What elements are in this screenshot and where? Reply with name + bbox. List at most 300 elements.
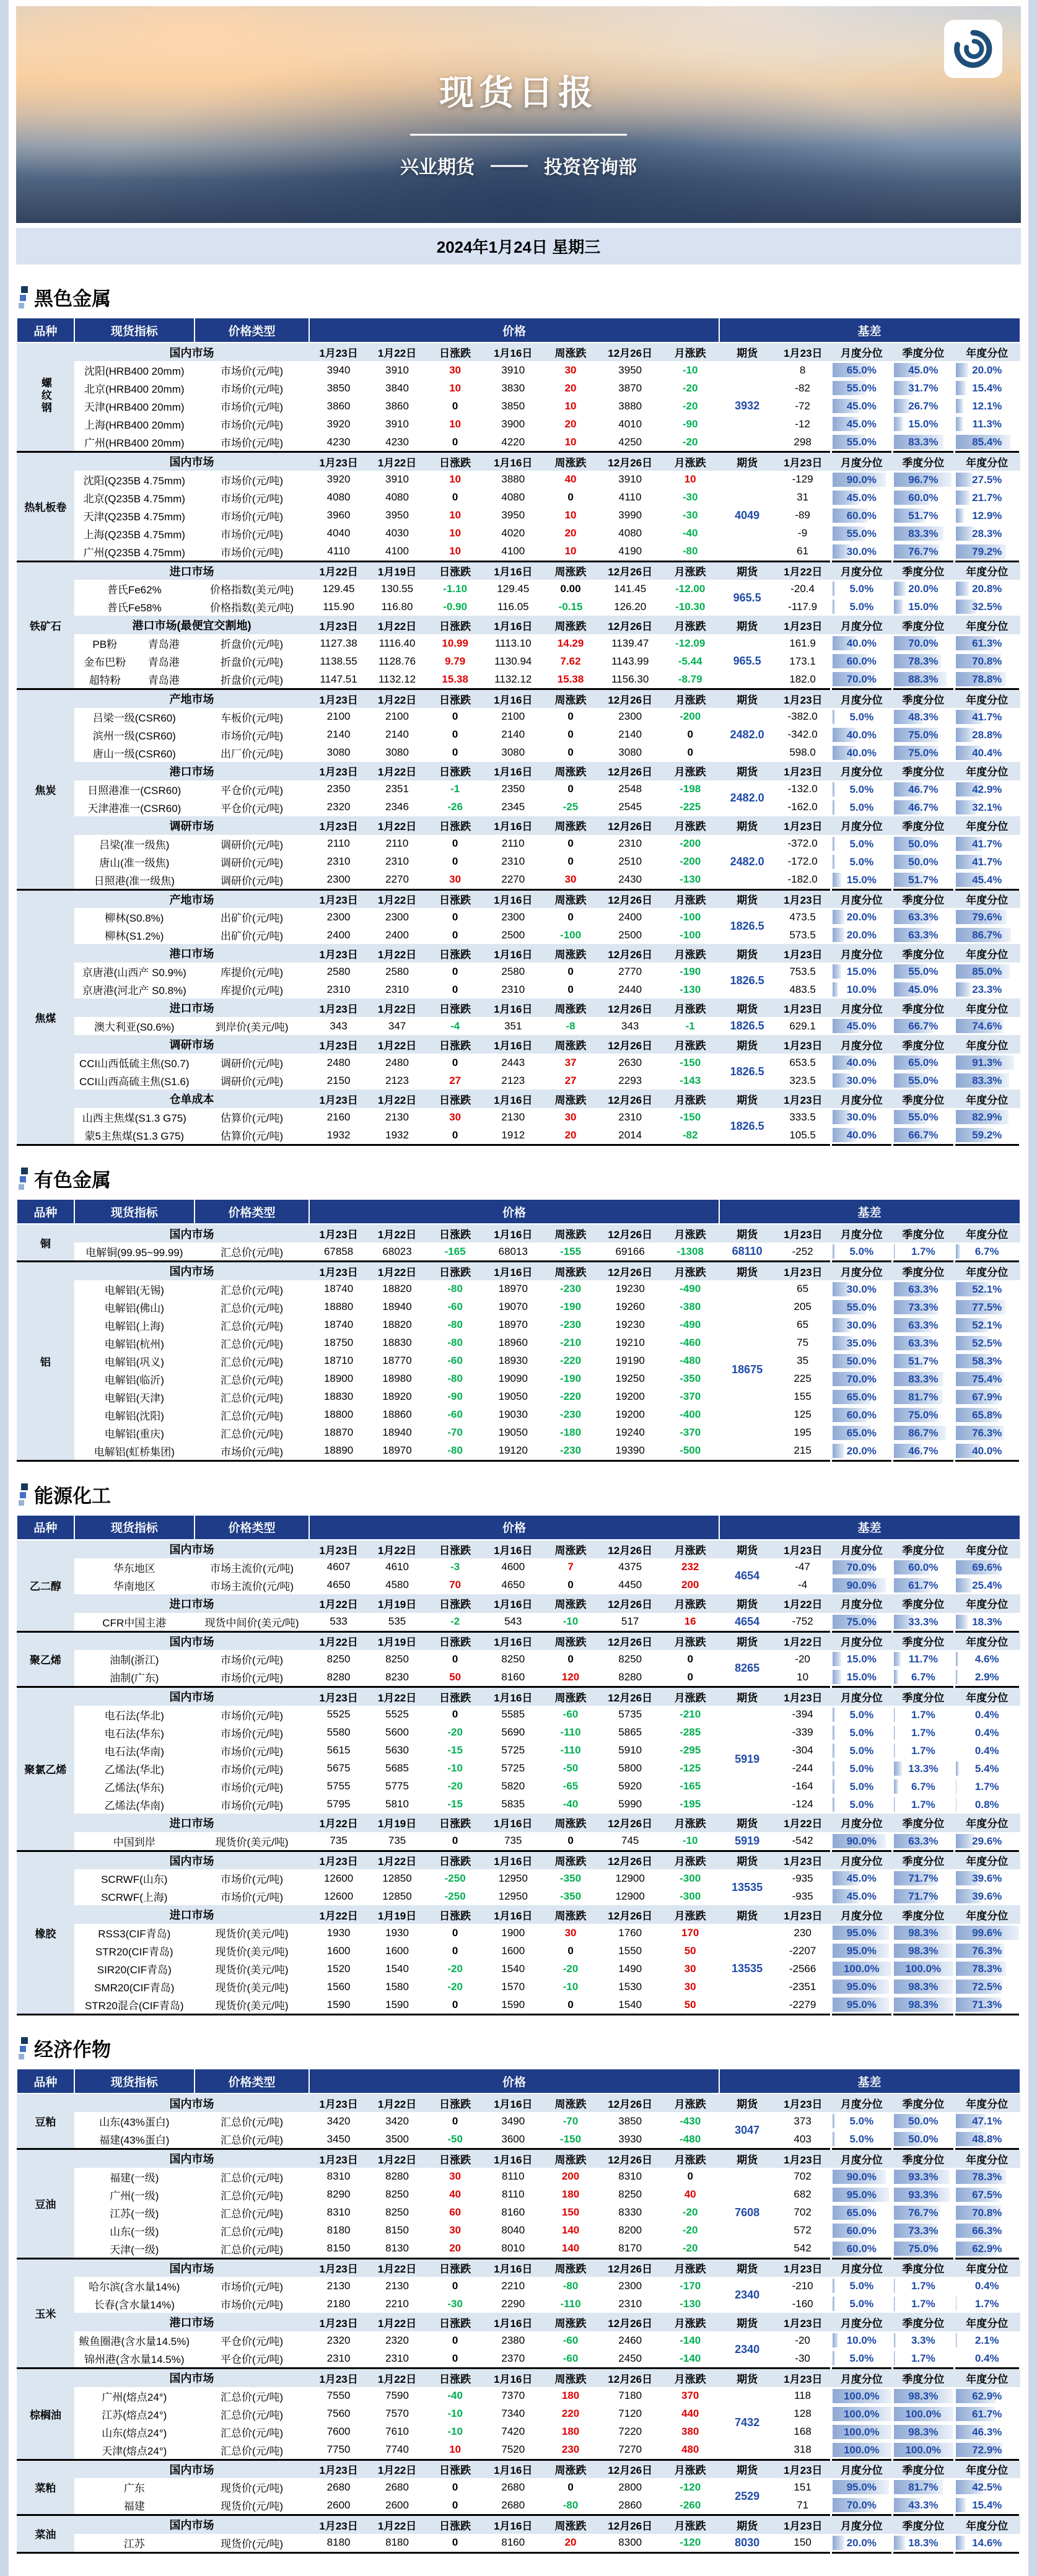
data-row: [17, 1558, 1020, 1576]
percentile-cell: [954, 780, 1020, 798]
column-header: 日涨跌: [426, 343, 484, 361]
price-type-cell: 市场价(元/吨): [195, 1887, 310, 1905]
price-cell: 3080: [484, 744, 542, 762]
indicator-port: 青岛港: [134, 635, 193, 651]
price-cell: 2630: [599, 1054, 662, 1072]
change-cell: -130: [662, 980, 719, 998]
change-cell: 50: [662, 1996, 719, 2015]
price-cell: 1600: [368, 1942, 426, 1960]
change-cell: 40: [426, 2186, 484, 2204]
percentile-value: 83.3%: [893, 525, 953, 543]
market-label: 进口市场: [74, 561, 310, 580]
column-header: 1月23日: [309, 2094, 367, 2112]
price-cell: 18930: [484, 1352, 542, 1370]
banner-image: [16, 6, 1021, 223]
market-subheader-row: [17, 2369, 1020, 2387]
dept-name: 投资咨询部: [544, 152, 637, 179]
price-cell: 2130: [368, 2277, 426, 2295]
price-cell: 8160: [484, 2534, 542, 2553]
column-header: 年度分位: [954, 762, 1020, 780]
indicator-cell: 油制(浙江): [74, 1650, 195, 1668]
change-cell: 0: [426, 708, 484, 726]
percentile-cell: [893, 2222, 955, 2240]
price-type-cell: 市场价(元/吨): [195, 489, 310, 507]
percentile-cell: [893, 1280, 955, 1298]
percentile-cell: [831, 1424, 893, 1442]
column-header: 月涨跌: [662, 889, 719, 908]
column-header: 月度分位: [831, 2258, 893, 2277]
price-cell: 18980: [368, 1370, 426, 1388]
species-label: 聚乙烯: [30, 1654, 61, 1666]
column-header: 周涨跌: [543, 1905, 599, 1924]
price-cell: 19120: [484, 1442, 542, 1461]
change-cell: -5.44: [662, 652, 719, 670]
column-header: 日涨跌: [426, 998, 484, 1017]
species-label: 聚氯乙烯: [24, 1764, 66, 1776]
price-cell: 19250: [599, 1370, 662, 1388]
change-cell: 440: [662, 2405, 719, 2423]
column-header: 年度分位: [954, 343, 1020, 361]
futures-cell: 3932: [719, 361, 776, 452]
indicator-cell: 电解铝(杭州): [74, 1334, 195, 1352]
price-cell: 8110: [484, 2168, 542, 2186]
column-header: 日涨跌: [426, 2460, 484, 2478]
column-header: 月涨跌: [662, 1851, 719, 1869]
percentile-cell: [831, 1352, 893, 1370]
percentile-cell: [831, 2349, 893, 2369]
percentile-value: 75.0%: [893, 1406, 953, 1424]
percentile-cell: [954, 1796, 1020, 1814]
futures-cell: 13535: [719, 1924, 776, 2015]
percentile-value: 95.0%: [832, 2478, 892, 2496]
percentile-cell: [831, 871, 893, 890]
change-cell: 0: [543, 1942, 599, 1960]
percentile-cell: [893, 507, 955, 525]
market-subheader-row: [17, 2094, 1020, 2112]
price-cell: 116.80: [368, 598, 426, 616]
price-cell: 18890: [309, 1442, 367, 1461]
percentile-value: 20.0%: [832, 908, 892, 926]
price-type-cell: 平仓价(元/吨): [195, 2331, 310, 2349]
data-row: [17, 2240, 1020, 2259]
change-cell: 30: [543, 871, 599, 890]
column-header: 12月26日: [599, 762, 662, 780]
column-header: 月涨跌: [662, 1035, 719, 1054]
indicator-cell: 电解铝(虹桥集团): [74, 1442, 195, 1461]
percentile-cell: [954, 1706, 1020, 1724]
percentile-cell: [954, 1960, 1020, 1978]
change-cell: -20: [662, 433, 719, 452]
percentile-value: 50.0%: [893, 2130, 953, 2148]
percentile-value: 61.7%: [893, 1576, 953, 1594]
change-cell: -100: [662, 926, 719, 944]
percentile-cell: [831, 1650, 893, 1668]
basis-cell: -382.0: [776, 708, 831, 726]
column-header: 月涨跌: [662, 2369, 719, 2387]
percentile-value: 86.7%: [893, 1424, 953, 1442]
percentile-value: 63.3%: [893, 1334, 953, 1352]
change-cell: 230: [543, 2441, 599, 2460]
basis-cell: -117.9: [776, 598, 831, 616]
price-cell: 2210: [368, 2295, 426, 2313]
percentile-value: 2.1%: [955, 2331, 1019, 2349]
percentile-value: 98.3%: [893, 2387, 953, 2405]
column-header: 周涨跌: [543, 1851, 599, 1869]
column-header: 年度分位: [954, 2258, 1020, 2277]
species-cell: [17, 2515, 74, 2553]
change-cell: 50: [426, 1668, 484, 1687]
price-type-cell: 汇总价(元/吨): [195, 2112, 310, 2130]
species-cell: [17, 343, 74, 452]
percentile-value: 65.0%: [832, 1388, 892, 1406]
change-cell: 40: [662, 2186, 719, 2204]
percentile-cell: [831, 507, 893, 525]
market-label: 港口市场: [74, 2313, 310, 2331]
price-type-cell: 折盘价(元/吨): [195, 670, 310, 689]
column-header: 月度分位: [831, 1851, 893, 1869]
change-cell: -220: [543, 1352, 599, 1370]
indicator-port: 青岛港: [134, 653, 193, 669]
column-header: 1月23日: [776, 998, 831, 1017]
column-header: 月涨跌: [662, 452, 719, 471]
price-type-cell: 现货价(美元/吨): [195, 1978, 310, 1996]
price-type-cell: 市场价(元/吨): [195, 1742, 310, 1760]
column-header: 年度分位: [954, 2094, 1020, 2112]
basis-cell: 702: [776, 2204, 831, 2222]
indicator-cell: 日照港(准一级焦): [74, 871, 195, 890]
percentile-value: 63.3%: [893, 908, 953, 926]
percentile-value: 61.3%: [955, 634, 1019, 652]
column-header: 1月23日: [776, 2094, 831, 2112]
basis-cell: -2207: [776, 1942, 831, 1960]
price-cell: 7270: [599, 2441, 662, 2460]
column-header: 季度分位: [893, 1814, 955, 1832]
column-header: 12月26日: [599, 1905, 662, 1924]
column-header: 季度分位: [893, 561, 955, 580]
percentile-cell: [893, 1724, 955, 1742]
percentile-value: 40.0%: [955, 1442, 1019, 1460]
marker-square: [19, 2054, 24, 2059]
price-cell: 2123: [368, 1072, 426, 1089]
percentile-value: 5.0%: [832, 2130, 892, 2148]
change-cell: -10.30: [662, 598, 719, 616]
data-row: [17, 963, 1020, 980]
percentile-value: 91.3%: [955, 1054, 1019, 1072]
change-cell: -80: [426, 1370, 484, 1388]
percentile-value: 67.9%: [955, 1388, 1019, 1406]
percentile-cell: [831, 1576, 893, 1594]
change-cell: 0: [426, 2496, 484, 2515]
table-header-row: [17, 318, 1020, 343]
price-cell: 2580: [368, 963, 426, 980]
column-header: 月涨跌: [662, 1089, 719, 1108]
change-cell: 0: [543, 744, 599, 762]
basis-cell: 168: [776, 2423, 831, 2441]
data-row: [17, 1668, 1020, 1687]
percentile-value: 45.0%: [832, 1017, 892, 1035]
price-cell: 5810: [368, 1796, 426, 1814]
percentile-value: 58.3%: [955, 1352, 1019, 1370]
percentile-value: 15.0%: [893, 598, 953, 616]
percentile-cell: [893, 2240, 955, 2259]
price-cell: 3420: [368, 2112, 426, 2130]
price-type-cell: 汇总价(元/吨): [195, 2222, 310, 2240]
column-header: 月度分位: [831, 561, 893, 580]
market-subheader-row: [17, 1035, 1020, 1054]
change-cell: -220: [543, 1388, 599, 1406]
percentile-cell: [893, 2441, 955, 2460]
price-cell: 4110: [599, 489, 662, 507]
change-cell: -430: [662, 2112, 719, 2130]
price-type-cell: 汇总价(元/吨): [195, 2441, 310, 2460]
column-header: 季度分位: [893, 998, 955, 1017]
percentile-value: 76.3%: [955, 1424, 1019, 1442]
basis-cell: -339: [776, 1724, 831, 1742]
column-header: 季度分位: [893, 1851, 955, 1869]
indicator-cell: 普氏Fe58%: [74, 598, 195, 616]
change-cell: 0: [426, 2112, 484, 2130]
change-cell: -190: [662, 963, 719, 980]
change-cell: 0.00: [543, 580, 599, 598]
change-cell: -130: [662, 2295, 719, 2313]
percentile-value: 1.7%: [893, 1706, 953, 1724]
percentile-value: 100.0%: [893, 2405, 953, 2423]
column-header: 期货: [719, 561, 776, 580]
column-header: 年度分位: [954, 944, 1020, 963]
price-cell: 4010: [599, 415, 662, 433]
price-type-cell: 库提价(元/吨): [195, 980, 310, 998]
percentile-cell: [831, 1370, 893, 1388]
change-cell: -10: [543, 1613, 599, 1632]
change-cell: -60: [426, 1406, 484, 1424]
data-row: [17, 543, 1020, 562]
percentile-value: 40.0%: [832, 1126, 892, 1144]
percentile-value: 0.4%: [955, 1724, 1019, 1742]
price-cell: 3930: [599, 2130, 662, 2149]
percentile-cell: [893, 1370, 955, 1388]
change-cell: -350: [543, 1869, 599, 1887]
price-type-cell: 出厂价(元/吨): [195, 744, 310, 762]
basis-cell: -394: [776, 1706, 831, 1724]
change-cell: 10: [426, 415, 484, 433]
change-cell: 0: [543, 708, 599, 726]
price-cell: 3950: [599, 361, 662, 379]
percentile-value: 6.7%: [893, 1778, 953, 1796]
percentile-cell: [954, 580, 1020, 598]
change-cell: 30: [543, 361, 599, 379]
indicator-cell: 电解铝(临沂): [74, 1370, 195, 1388]
percentile-value: 5.0%: [832, 708, 892, 726]
percentile-cell: [831, 726, 893, 744]
percentile-cell: [893, 1108, 955, 1126]
change-cell: -1308: [662, 1242, 719, 1262]
column-header: 月涨跌: [662, 2094, 719, 2112]
price-cell: 2310: [599, 2295, 662, 2313]
percentile-cell: [954, 1924, 1020, 1942]
column-header: 12月26日: [599, 2094, 662, 2112]
species-label: 豆油: [35, 2199, 56, 2211]
change-cell: 140: [543, 2222, 599, 2240]
price-cell: 4220: [484, 433, 542, 452]
price-cell: 1520: [309, 1960, 367, 1978]
basis-cell: 8: [776, 361, 831, 379]
percentile-cell: [893, 2387, 955, 2405]
percentile-value: 39.6%: [955, 1869, 1019, 1887]
percentile-value: 70.0%: [832, 2496, 892, 2514]
percentile-cell: [954, 926, 1020, 944]
futures-cell: 4049: [719, 471, 776, 562]
data-row: [17, 2204, 1020, 2222]
price-cell: 2300: [368, 908, 426, 926]
column-header: 1月16日: [484, 343, 542, 361]
column-header: 季度分位: [893, 616, 955, 634]
percentile-cell: [954, 1942, 1020, 1960]
percentile-value: 40.4%: [955, 744, 1019, 762]
indicator-cell: 电石法(华南): [74, 1742, 195, 1760]
column-header: 1月23日: [309, 2460, 367, 2478]
percentile-value: 5.0%: [832, 2349, 892, 2367]
price-cell: 2310: [484, 980, 542, 998]
percentile-value: 12.9%: [955, 507, 1019, 525]
price-cell: 8010: [484, 2240, 542, 2259]
dash-separator: ——: [491, 155, 528, 176]
percentile-value: 78.3%: [955, 2168, 1019, 2186]
market-label: 国内市场: [74, 1224, 310, 1242]
column-header: 1月22日: [776, 561, 831, 580]
percentile-cell: [893, 361, 955, 379]
market-subheader-row: [17, 1540, 1020, 1558]
percentile-value: 14.6%: [955, 2534, 1019, 2552]
percentile-cell: [831, 908, 893, 926]
column-header: 1月23日: [776, 2460, 831, 2478]
column-header: 1月23日: [776, 616, 831, 634]
indicator-cell: 柳林(S1.2%): [74, 926, 195, 944]
percentile-cell: [893, 1442, 955, 1461]
price-cell: 19240: [599, 1424, 662, 1442]
report-tables: [16, 283, 1021, 2554]
column-header: 年度分位: [954, 1089, 1020, 1108]
percentile-value: 55.0%: [893, 963, 953, 980]
report-page: [9, 0, 1028, 2576]
market-label: 国内市场: [74, 2515, 310, 2534]
price-type-cell: 汇总价(元/吨): [195, 1352, 310, 1370]
price-cell: 5685: [368, 1760, 426, 1778]
price-cell: 1580: [368, 1978, 426, 1996]
price-cell: 3860: [368, 397, 426, 415]
change-cell: -120: [662, 2478, 719, 2496]
price-cell: 2680: [368, 2478, 426, 2496]
change-cell: 0: [426, 2331, 484, 2349]
percentile-value: 93.3%: [893, 2168, 953, 2186]
percentile-cell: [954, 708, 1020, 726]
percentile-value: 95.0%: [832, 2186, 892, 2204]
price-cell: 7420: [484, 2423, 542, 2441]
marker-square: [20, 295, 26, 301]
change-cell: 0: [426, 963, 484, 980]
change-cell: 30: [426, 361, 484, 379]
percentile-cell: [893, 708, 955, 726]
percentile-cell: [831, 2387, 893, 2405]
percentile-value: 1.7%: [955, 1778, 1019, 1796]
price-cell: 5600: [368, 1724, 426, 1742]
column-header: 期货: [719, 944, 776, 963]
indicator-cell: 电解铝(上海): [74, 1316, 195, 1334]
column-header: 1月22日: [368, 889, 426, 908]
price-cell: 3420: [309, 2112, 367, 2130]
percentile-value: 5.0%: [832, 2295, 892, 2313]
price-type-cell: 汇总价(元/吨): [195, 1316, 310, 1334]
price-cell: 2310: [599, 1108, 662, 1126]
change-cell: -20: [662, 2222, 719, 2240]
change-cell: 0: [543, 726, 599, 744]
percentile-cell: [954, 397, 1020, 415]
percentile-value: 45.0%: [893, 361, 953, 379]
change-cell: 200: [662, 1576, 719, 1594]
price-cell: 7570: [368, 2405, 426, 2423]
price-cell: 2440: [599, 980, 662, 998]
indicator-name: 超特粉: [76, 671, 134, 687]
data-row: [17, 1072, 1020, 1089]
percentile-value: 86.7%: [955, 926, 1019, 944]
price-cell: 19200: [599, 1388, 662, 1406]
column-header: 月度分位: [831, 2313, 893, 2331]
percentile-cell: [831, 980, 893, 998]
report-title: 现货日报: [16, 6, 1021, 115]
change-cell: 27: [426, 1072, 484, 1089]
price-type-cell: 出矿价(元/吨): [195, 908, 310, 926]
indicator-cell: 电解铝(沈阳): [74, 1406, 195, 1424]
column-header: 12月26日: [599, 2515, 662, 2534]
price-cell: 3910: [484, 361, 542, 379]
price-type-cell: 汇总价(元/吨): [195, 2168, 310, 2186]
futures-cell: 1826.5: [719, 1054, 776, 1089]
column-header: 季度分位: [893, 343, 955, 361]
market-label: 国内市场: [74, 1540, 310, 1558]
column-header: 期货: [719, 689, 776, 708]
percentile-cell: [893, 908, 955, 926]
column-header: 月涨跌: [662, 1540, 719, 1558]
change-cell: -1.10: [426, 580, 484, 598]
column-header: 期货: [719, 2369, 776, 2387]
percentile-cell: [893, 1960, 955, 1978]
percentile-value: 40.0%: [832, 1054, 892, 1072]
basis-cell: 31: [776, 489, 831, 507]
percentile-cell: [954, 1280, 1020, 1298]
price-cell: 8200: [599, 2222, 662, 2240]
column-header: 日涨跌: [426, 2369, 484, 2387]
price-cell: 3950: [368, 507, 426, 525]
percentile-cell: [893, 2405, 955, 2423]
change-cell: 70: [426, 1576, 484, 1594]
percentile-cell: [893, 1424, 955, 1442]
percentile-cell: [954, 1668, 1020, 1687]
basis-cell: 75: [776, 1334, 831, 1352]
change-cell: 10: [543, 433, 599, 452]
percentile-cell: [954, 1352, 1020, 1370]
indicator-cell: 上海(HRB400 20mm): [74, 415, 195, 433]
market-subheader-row: [17, 762, 1020, 780]
percentile-value: 81.7%: [893, 1388, 953, 1406]
species-label: 焦煤: [35, 1013, 56, 1024]
column-header: 月涨跌: [662, 2258, 719, 2277]
change-cell: 0: [426, 1942, 484, 1960]
data-row: [17, 489, 1020, 507]
column-header: 月度分位: [831, 343, 893, 361]
price-cell: 2014: [599, 1126, 662, 1145]
percentile-cell: [954, 2534, 1020, 2553]
column-header: 1月23日: [776, 2149, 831, 2168]
percentile-cell: [954, 361, 1020, 379]
